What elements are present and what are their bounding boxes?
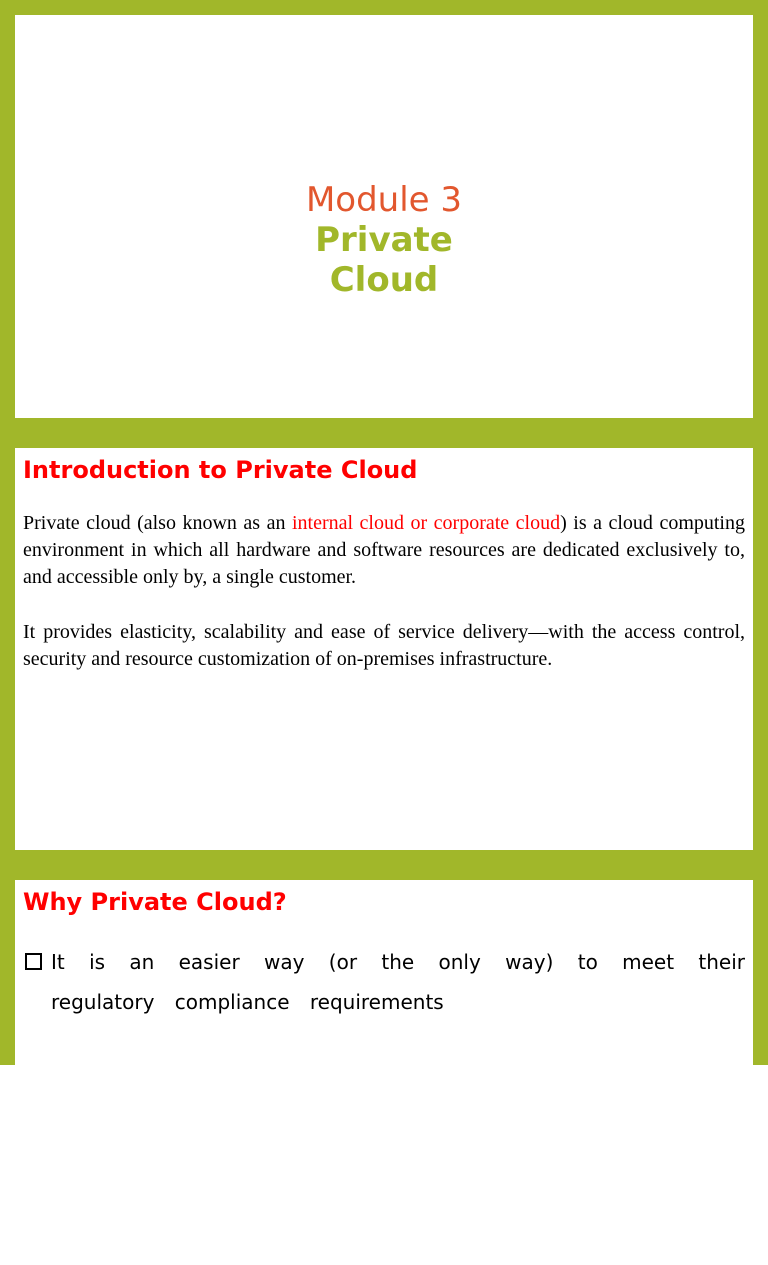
slide-heading: Introduction to Private Cloud <box>23 456 418 484</box>
slide-heading: Why Private Cloud? <box>23 888 287 916</box>
slide-introduction <box>0 433 768 865</box>
bullet-text: It is an easier way (or the only way) to meet their regulatory compliance requirements <box>51 950 745 1014</box>
title-block <box>15 180 753 300</box>
title-line-1: Private <box>315 220 453 260</box>
checkbox-bullet-icon <box>25 953 42 970</box>
paragraph-benefits: It provides elasticity, scalability and ease of service delivery—with the access control, security and resource customization of on-premises infrastructure. <box>23 621 745 670</box>
title-line-2: Cloud <box>329 260 439 300</box>
para-text-after: ) is a cloud computing environment in which all hardware and software resources are dedicated exclusively to, and accessible only by, a single customer. <box>23 512 745 588</box>
bullet-item <box>23 942 745 1022</box>
module-label: Module 3 <box>305 180 463 220</box>
slide-content <box>15 448 753 850</box>
para-text-before: Private cloud (also known as an <box>23 512 292 534</box>
slide-content <box>15 15 753 418</box>
slide-content <box>15 880 753 1265</box>
paragraph-definition <box>23 510 745 591</box>
slide-why-private-cloud <box>0 865 768 1065</box>
para-highlight: internal cloud or corporate cloud <box>291 512 561 534</box>
slide-module-title <box>0 0 768 433</box>
